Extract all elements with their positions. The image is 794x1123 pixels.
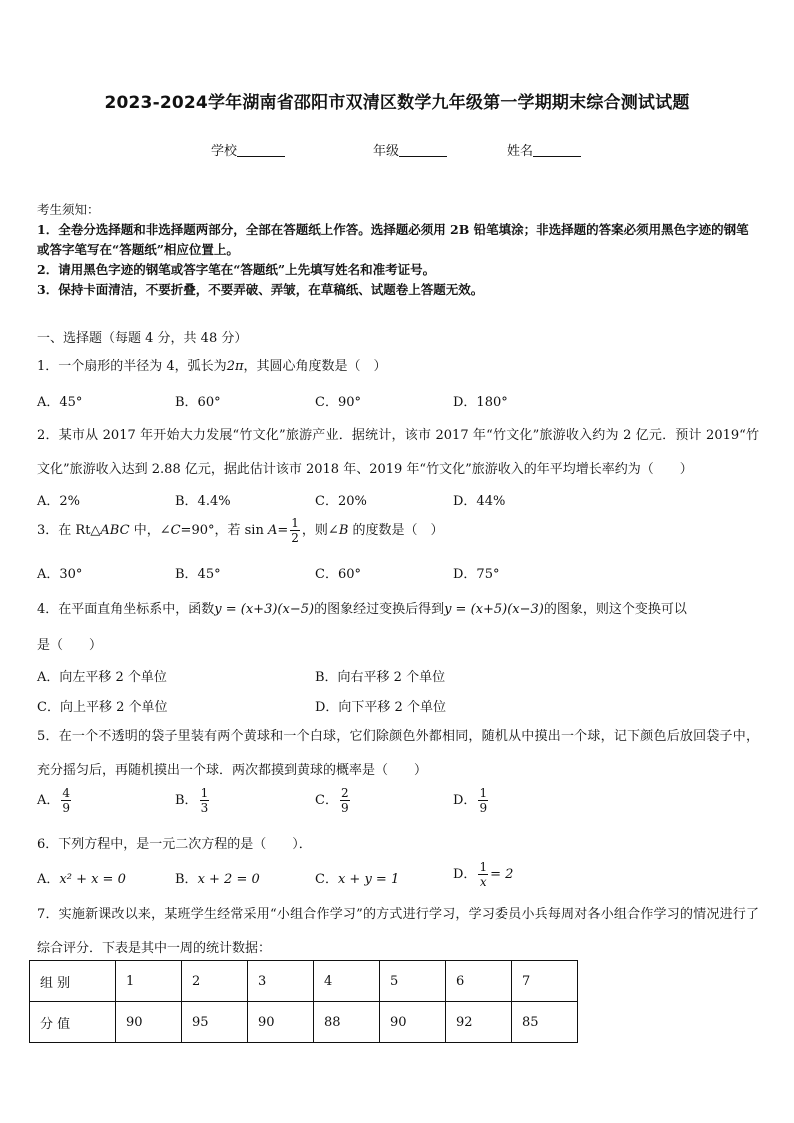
q3-option-d[interactable]: D．75° [453, 567, 500, 582]
question-3: 3．在 Rt△ABC 中，∠C=90°，若 sin A= $\frac{1}{2}$ ，则∠B 的度数是（ ） [37, 516, 444, 545]
question-7: 7．实施新课改以来，某班学生经常采用“小组合作学习”的方式进行学习，学习委员小兵每周对各小组合作学习的情况进行了综合评分．下表是其中一周的统计数据： [37, 907, 759, 956]
school-field[interactable] [211, 140, 285, 159]
table-cell: 6 [446, 961, 512, 1002]
q1-option-b[interactable]: B．60° [175, 395, 221, 410]
table-cell: 4 [314, 961, 380, 1002]
table-cell: 88 [314, 1002, 380, 1043]
school-label: 学校 [211, 144, 238, 159]
school-blank[interactable] [237, 143, 285, 157]
exam-title: 2023-2024学年湖南省邵阳市双清区数学九年级第一学期期末综合测试试题 [104, 93, 690, 113]
q2-option-a[interactable]: A．2% [37, 494, 81, 509]
table-cell: 2 [182, 961, 248, 1002]
table-cell: 85 [512, 1002, 578, 1043]
q3-fraction: $\frac{1}{2}$ [291, 516, 299, 545]
q2-option-d[interactable]: D．44% [453, 494, 506, 509]
q5-option-c[interactable]: C． $\frac{2}{9}$ [315, 786, 349, 815]
q4-function-2: y = (x+5)(x−3) [444, 602, 544, 617]
question-4-line-2: 是（ ） [37, 638, 103, 653]
grade-label: 年级 [373, 144, 400, 159]
question-6: 6．下列方程中，是一元二次方程的是（ ）． [37, 837, 312, 852]
q2-option-b[interactable]: B．4.4% [175, 494, 231, 509]
table-cell: 1 [116, 961, 182, 1002]
notice-block [37, 200, 757, 300]
question-5: 5．在一个不透明的袋子里装有两个黄球和一个白球，它们除颜色外都相同，随机从中摸出一个球，记下颜色后放回袋子中，充分摇匀后，再随机摸出一个球．两次都摸到黄球的概率是（ ） [37, 729, 759, 778]
question-1: 1．一个扇形的半径为 4，弧长为2π，其圆心角度数是（ ） [37, 359, 387, 374]
q1-option-d[interactable]: D．180° [453, 395, 508, 410]
name-field[interactable] [507, 140, 581, 159]
row-label-score: 分 值 [30, 1002, 116, 1043]
table-cell: 92 [446, 1002, 512, 1043]
section-heading: 一、选择题（每题 4 分，共 48 分） [37, 331, 248, 346]
q5-option-a[interactable]: A． $\frac{4}{9}$ [37, 786, 71, 815]
q3-option-c[interactable]: C．60° [315, 567, 361, 582]
notice-item-1: 1．全卷分选择题和非选择题两部分，全部在答题纸上作答。选择题必须用 2B 铅笔填涂；非选择题的答案必须用黑色字迹的钢笔或答字笔写在“答题纸”相应位置上。 [37, 222, 749, 257]
notice-item-2: 2．请用黑色字迹的钢笔或答字笔在“答题纸”上先填写姓名和准考证号。 [37, 262, 436, 277]
q4-option-d[interactable]: D．向下平移 2 个单位 [315, 700, 446, 715]
q6-option-b[interactable]: B．x + 2 = 0 [175, 872, 260, 887]
grade-field[interactable] [373, 140, 447, 159]
table-cell: 90 [116, 1002, 182, 1043]
table-row [30, 1002, 578, 1043]
row-label-group: 组 别 [30, 961, 116, 1002]
q7-stats-table [29, 960, 578, 1043]
table-row [30, 961, 578, 1002]
q5-option-b[interactable]: B． $\frac{1}{3}$ [175, 786, 209, 815]
q3-option-a[interactable]: A．30° [37, 567, 83, 582]
name-label: 姓名 [507, 144, 534, 159]
table-cell: 7 [512, 961, 578, 1002]
q6-option-c[interactable]: C．x + y = 1 [315, 872, 400, 887]
question-4: 4．在平面直角坐标系中，函数y = (x+3)(x−5)的图象经过变换后得到y = (x+5)(x−3)的图象，则这个变换可以 [37, 602, 687, 617]
q5-option-d[interactable]: D． $\frac{1}{9}$ [453, 786, 488, 815]
q4-function-1: y = (x+3)(x−5) [214, 602, 315, 617]
q3-option-b[interactable]: B．45° [175, 567, 221, 582]
q1-option-a[interactable]: A．45° [37, 395, 83, 410]
table-cell: 90 [248, 1002, 314, 1043]
q6-option-d[interactable]: D． $\frac{1}{x}$ = 2 [453, 860, 514, 889]
q4-option-b[interactable]: B．向右平移 2 个单位 [315, 670, 446, 685]
q4-option-a[interactable]: A．向左平移 2 个单位 [37, 670, 167, 685]
grade-blank[interactable] [399, 143, 447, 157]
q1-option-c[interactable]: C．90° [315, 395, 361, 410]
q6-option-a[interactable]: A．x² + x = 0 [37, 872, 126, 887]
table-cell: 5 [380, 961, 446, 1002]
notice-heading: 考生须知： [37, 202, 100, 217]
table-cell: 90 [380, 1002, 446, 1043]
name-blank[interactable] [533, 143, 581, 157]
notice-item-3: 3．保持卡面清洁，不要折叠，不要弄破、弄皱，在草稿纸、试题卷上答题无效。 [37, 282, 484, 297]
table-cell: 3 [248, 961, 314, 1002]
question-2: 2．某市从 2017 年开始大力发展“竹文化”旅游产业．据统计，该市 2017 年“竹文化”旅游收入约为 2 亿元．预计 2019“竹文化”旅游收入达到 2.88 亿元，据此估计该市 2018 年、2019 年“竹文化”旅游收入的年平均增长率约为（ ） [37, 428, 759, 477]
q2-option-c[interactable]: C．20% [315, 494, 367, 509]
table-cell: 95 [182, 1002, 248, 1043]
q4-option-c[interactable]: C．向上平移 2 个单位 [37, 700, 168, 715]
q1-arc-length: 2π [226, 359, 244, 374]
